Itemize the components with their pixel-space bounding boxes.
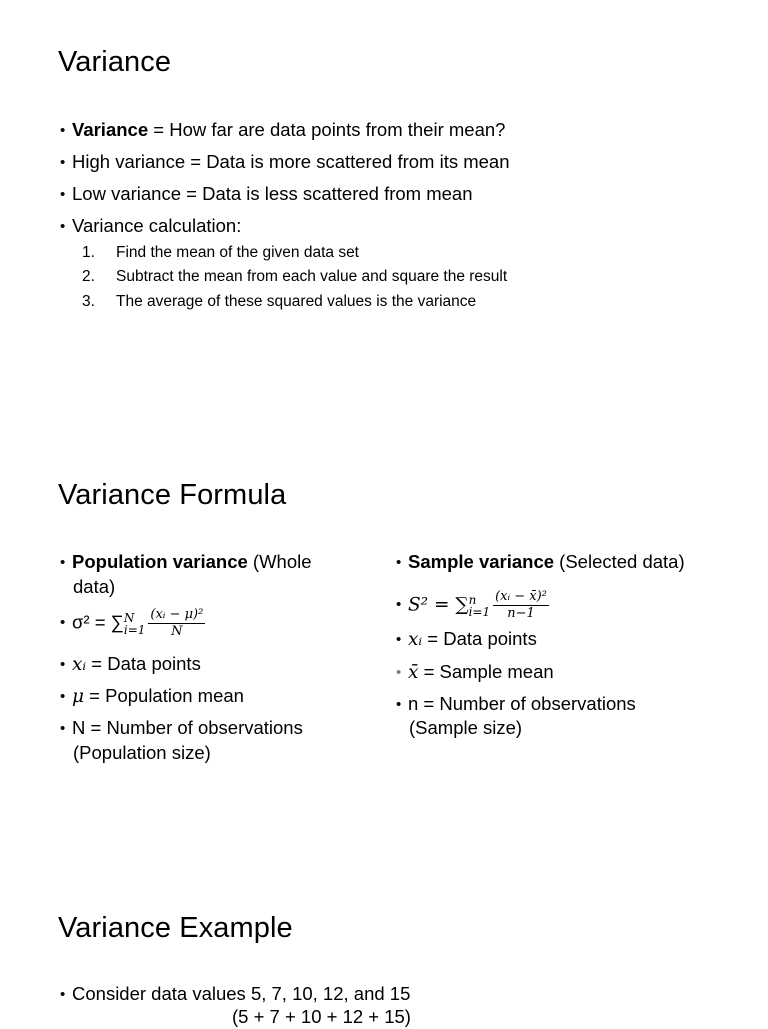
formula-lhs: S² = ∑ (408, 594, 469, 616)
slide1-bullet-4 (60, 214, 241, 239)
bullet-dot: • (60, 986, 66, 1003)
slide1-bullet-3 (60, 182, 473, 207)
bullet-text: = How far are data points from their mean? (148, 119, 506, 140)
sample-def-1 (396, 627, 537, 652)
heading-bold: Population variance (72, 551, 248, 572)
def-text: n = Number of observations (408, 693, 636, 714)
formula-lhs: σ² = ∑ (72, 611, 124, 633)
slide3-title: Variance Example (58, 912, 293, 944)
population-formula (60, 608, 205, 639)
def-text: = Population mean (84, 685, 244, 706)
def-text: N = Number of observations (72, 717, 303, 738)
population-def-3 (60, 716, 303, 741)
denominator: N (171, 624, 183, 639)
population-heading-line2: data) (73, 576, 116, 597)
bullet-text: High variance = Data is more scattered from its mean (72, 151, 510, 172)
population-heading (60, 550, 312, 575)
numerator: (xᵢ − x̄)² (495, 589, 547, 604)
sample-def-3-line2: (Sample size) (409, 717, 523, 738)
slide1-bullet-2 (60, 150, 510, 175)
slide1-bullet-1 (60, 118, 505, 143)
heading-bold: Sample variance (408, 551, 555, 572)
denominator: n−1 (507, 606, 535, 621)
sum-lower: i=1 (123, 622, 146, 637)
heading-rest: (Whole (247, 551, 312, 572)
step-1 (82, 241, 359, 265)
bullet-dot: • (60, 614, 66, 632)
sum-upper: N (123, 610, 135, 625)
step-text: Find the mean of the given data set (116, 244, 359, 261)
sample-def-3 (396, 692, 636, 717)
sample-formula (396, 590, 549, 621)
def-text: = Sample mean (418, 661, 554, 682)
bullet-dot: • (60, 218, 66, 235)
sample-def-2 (396, 660, 554, 685)
bullet-dot: • (396, 696, 402, 713)
sample-heading (396, 550, 685, 575)
bullet-dot: • (60, 656, 66, 673)
step-text: Subtract the mean from each value and square the result (116, 268, 508, 285)
slide1-title: Variance (58, 46, 172, 78)
step-text: The average of these squared values is the variance (116, 293, 477, 310)
step-3 (82, 290, 476, 314)
slide3-bullet-1 (60, 982, 410, 1007)
population-def-2 (60, 684, 244, 709)
symbol: x̄ (408, 662, 419, 683)
bullet-dot: • (396, 631, 402, 648)
def-text: = Data points (86, 653, 201, 674)
bullet-dot: • (396, 554, 402, 571)
sample-fraction (493, 590, 549, 621)
symbol: xᵢ (72, 654, 87, 675)
symbol: xᵢ (408, 629, 423, 650)
def-text: = Data points (422, 628, 537, 649)
heading-rest: (Selected data) (554, 551, 685, 572)
step-number: 3. (82, 293, 95, 310)
slide2-title: Variance Formula (58, 479, 287, 511)
population-def-1 (60, 652, 201, 677)
bullet-dot: • (396, 596, 402, 614)
step-number: 2. (82, 268, 95, 285)
bullet-bold: Variance (72, 119, 149, 140)
bullet-dot: • (60, 720, 66, 737)
step-2 (82, 265, 507, 289)
bullet-text: Low variance = Data is less scattered from mean (72, 183, 473, 204)
bullet-text: Variance calculation: (72, 215, 242, 236)
sum-lower: i=1 (468, 604, 491, 619)
numerator: (xᵢ − μ)² (150, 607, 204, 622)
symbol: μ (72, 686, 85, 707)
bullet-dot: • (60, 154, 66, 171)
bullet-dot: • (60, 122, 66, 139)
sum-upper: n (468, 592, 477, 607)
step-number: 1. (82, 244, 95, 261)
population-fraction (148, 608, 205, 639)
bullet-text: Consider data values 5, 7, 10, 12, and 15 (72, 983, 411, 1004)
bullet-dot: • (60, 186, 66, 203)
bullet-dot: • (60, 688, 66, 705)
bullet-dot: • (60, 554, 66, 571)
bullet-dot: • (396, 664, 402, 681)
slide3-partial-numerator: (5 + 7 + 10 + 12 + 15) (232, 1006, 411, 1027)
population-def-3-line2: (Population size) (73, 742, 211, 763)
